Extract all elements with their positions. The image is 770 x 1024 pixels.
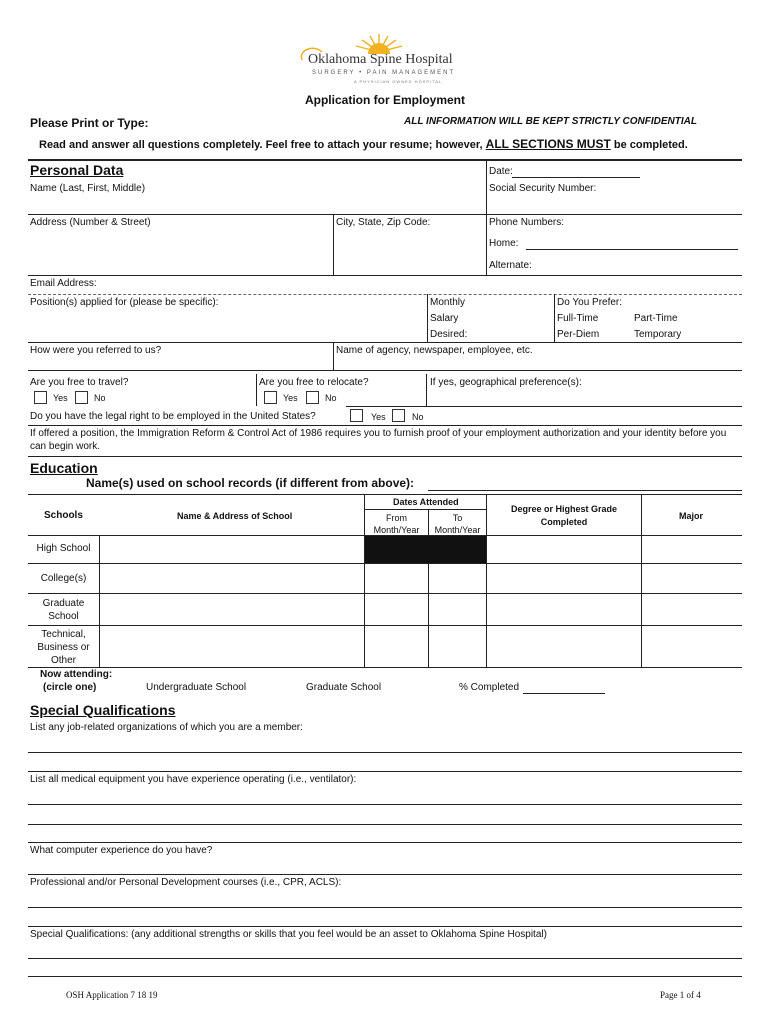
col-major: Major: [679, 511, 704, 521]
instructions-emphasis: ALL SECTIONS MUST: [485, 137, 611, 151]
referred-field[interactable]: How were you referred to us?: [30, 345, 162, 356]
instructions: [39, 137, 688, 151]
instructions-end: be completed.: [613, 139, 688, 151]
option-part-time[interactable]: Part-Time: [634, 313, 678, 324]
personal-data-heading: Personal Data: [30, 162, 124, 178]
col-schools: Schools: [44, 510, 83, 521]
col-from-unit: Month/Year: [373, 525, 420, 535]
row-graduate: Graduate School: [42, 598, 85, 622]
hospital-logo: [294, 30, 464, 86]
col-from: [365, 512, 428, 536]
col-to-label: To: [452, 513, 463, 523]
courses-line-1[interactable]: [28, 907, 742, 908]
high-school-dates-shaded: [365, 536, 486, 563]
logo-tagline: A PHYSICIAN OWNED HOSPITAL: [354, 79, 443, 84]
legal-no-checkbox[interactable]: [392, 409, 405, 422]
travel-yes-label: Yes: [53, 393, 68, 403]
address-field[interactable]: Address (Number & Street): [30, 217, 151, 228]
qualifications-line-1[interactable]: [28, 958, 742, 959]
names-used-field[interactable]: [428, 490, 742, 491]
phone-numbers-label: Phone Numbers:: [489, 217, 565, 228]
percent-completed-field[interactable]: [523, 693, 605, 694]
option-per-diem[interactable]: Per-Diem: [557, 329, 600, 340]
travel-yes-checkbox[interactable]: [34, 391, 47, 404]
computer-line[interactable]: [28, 874, 742, 875]
ssn-field[interactable]: Social Security Number:: [489, 183, 597, 194]
education-heading: Education: [30, 460, 98, 476]
logo-subtitle: SURGERY • PAIN MANAGEMENT: [312, 70, 456, 76]
home-phone-label: Home:: [489, 238, 519, 249]
organizations-line-2[interactable]: [28, 771, 742, 772]
form-id: OSH Application 7 18 19: [66, 990, 158, 1000]
salary-label-1: Monthly: [430, 297, 466, 308]
col-degree: Degree or Highest Grade Completed: [510, 504, 618, 527]
position-field[interactable]: Position(s) applied for (please be specific):: [30, 297, 219, 308]
salary-label-3: Desired:: [430, 329, 468, 340]
option-graduate[interactable]: Graduate School: [306, 682, 382, 693]
instructions-text: Read and answer all questions completely. Feel free to attach your resume; however,: [39, 139, 483, 151]
email-field[interactable]: Email Address:: [30, 278, 97, 289]
courses-question: Professional and/or Personal Development courses (i.e., CPR, ACLS):: [30, 877, 342, 888]
relocate-no-checkbox[interactable]: [306, 391, 319, 404]
option-full-time[interactable]: Full-Time: [557, 313, 599, 324]
row-technical: Technical, Business or Other: [37, 629, 90, 666]
travel-label: Are you free to travel?: [30, 377, 129, 388]
qualifications-line-2[interactable]: [28, 976, 742, 977]
page-title: Application for Employment: [304, 93, 465, 107]
geo-preference-field[interactable]: If yes, geographical preference(s):: [430, 377, 582, 388]
organizations-line-1[interactable]: [28, 752, 742, 753]
col-from-label: From: [386, 513, 407, 523]
equipment-line-3[interactable]: [28, 842, 742, 843]
qualifications-question: Special Qualifications: (any additional strengths or skills that you feel would be an asset to Oklahoma Spine Hospital): [30, 929, 547, 940]
courses-line-2[interactable]: [28, 926, 742, 927]
percent-completed-label: % Completed: [459, 682, 520, 693]
irca-notice: If offered a position, the Immigration Reform & Control Act of 1986 requires you to furnish proof of your employment authorization and your identity before you can begin work.: [30, 428, 727, 452]
legal-yes-label: Yes: [371, 412, 386, 422]
relocate-label: Are you free to relocate?: [259, 377, 369, 388]
circle-one-label: (circle one): [43, 682, 97, 693]
row-high-school: High School: [36, 543, 91, 554]
computer-question: What computer experience do you have?: [30, 845, 213, 856]
names-used-label: Name(s) used on school records (if different from above):: [86, 476, 415, 490]
organizations-question: List any job-related organizations of which you are a member:: [30, 722, 303, 733]
prefer-label: Do You Prefer:: [557, 297, 623, 308]
equipment-line-1[interactable]: [28, 804, 742, 805]
home-phone-field[interactable]: [526, 249, 738, 250]
row-college: College(s): [40, 573, 87, 584]
relocate-yes-label: Yes: [283, 393, 298, 403]
alternate-phone-label: Alternate:: [489, 260, 532, 271]
relocate-no-label: No: [325, 393, 337, 403]
confidential-notice: ALL INFORMATION WILL BE KEPT STRICTLY CONFIDENTIAL: [404, 116, 697, 127]
page-number: Page 1 of 4: [660, 990, 701, 1000]
col-to-unit: Month/Year: [434, 525, 481, 535]
date-label: Date:: [489, 166, 513, 177]
option-temporary[interactable]: Temporary: [634, 329, 682, 340]
legal-yes-checkbox[interactable]: [350, 409, 363, 422]
salary-label-2: Salary: [430, 313, 459, 324]
legal-right-question: Do you have the legal right to be employed in the United States?: [30, 411, 316, 422]
date-field[interactable]: [512, 177, 640, 178]
option-undergraduate[interactable]: Undergraduate School: [146, 682, 247, 693]
print-label: Please Print or Type:: [30, 116, 149, 130]
logo-name: Oklahoma Spine Hospital: [308, 52, 453, 67]
travel-no-checkbox[interactable]: [75, 391, 88, 404]
col-to: [429, 512, 486, 536]
equipment-question: List all medical equipment you have experience operating (i.e., ventilator):: [30, 774, 357, 785]
now-attending-label: Now attending:: [40, 669, 113, 680]
special-heading: Special Qualifications: [30, 702, 176, 718]
agency-field[interactable]: Name of agency, newspaper, employee, etc.: [336, 345, 533, 356]
col-dates-attended: Dates Attended: [393, 497, 459, 507]
legal-no-label: No: [412, 412, 424, 422]
relocate-yes-checkbox[interactable]: [264, 391, 277, 404]
travel-no-label: No: [94, 393, 106, 403]
city-state-zip-field[interactable]: City, State, Zip Code:: [336, 217, 431, 228]
name-field[interactable]: Name (Last, First, Middle): [30, 183, 146, 194]
equipment-line-2[interactable]: [28, 824, 742, 825]
col-school-name: Name & Address of School: [177, 511, 293, 521]
